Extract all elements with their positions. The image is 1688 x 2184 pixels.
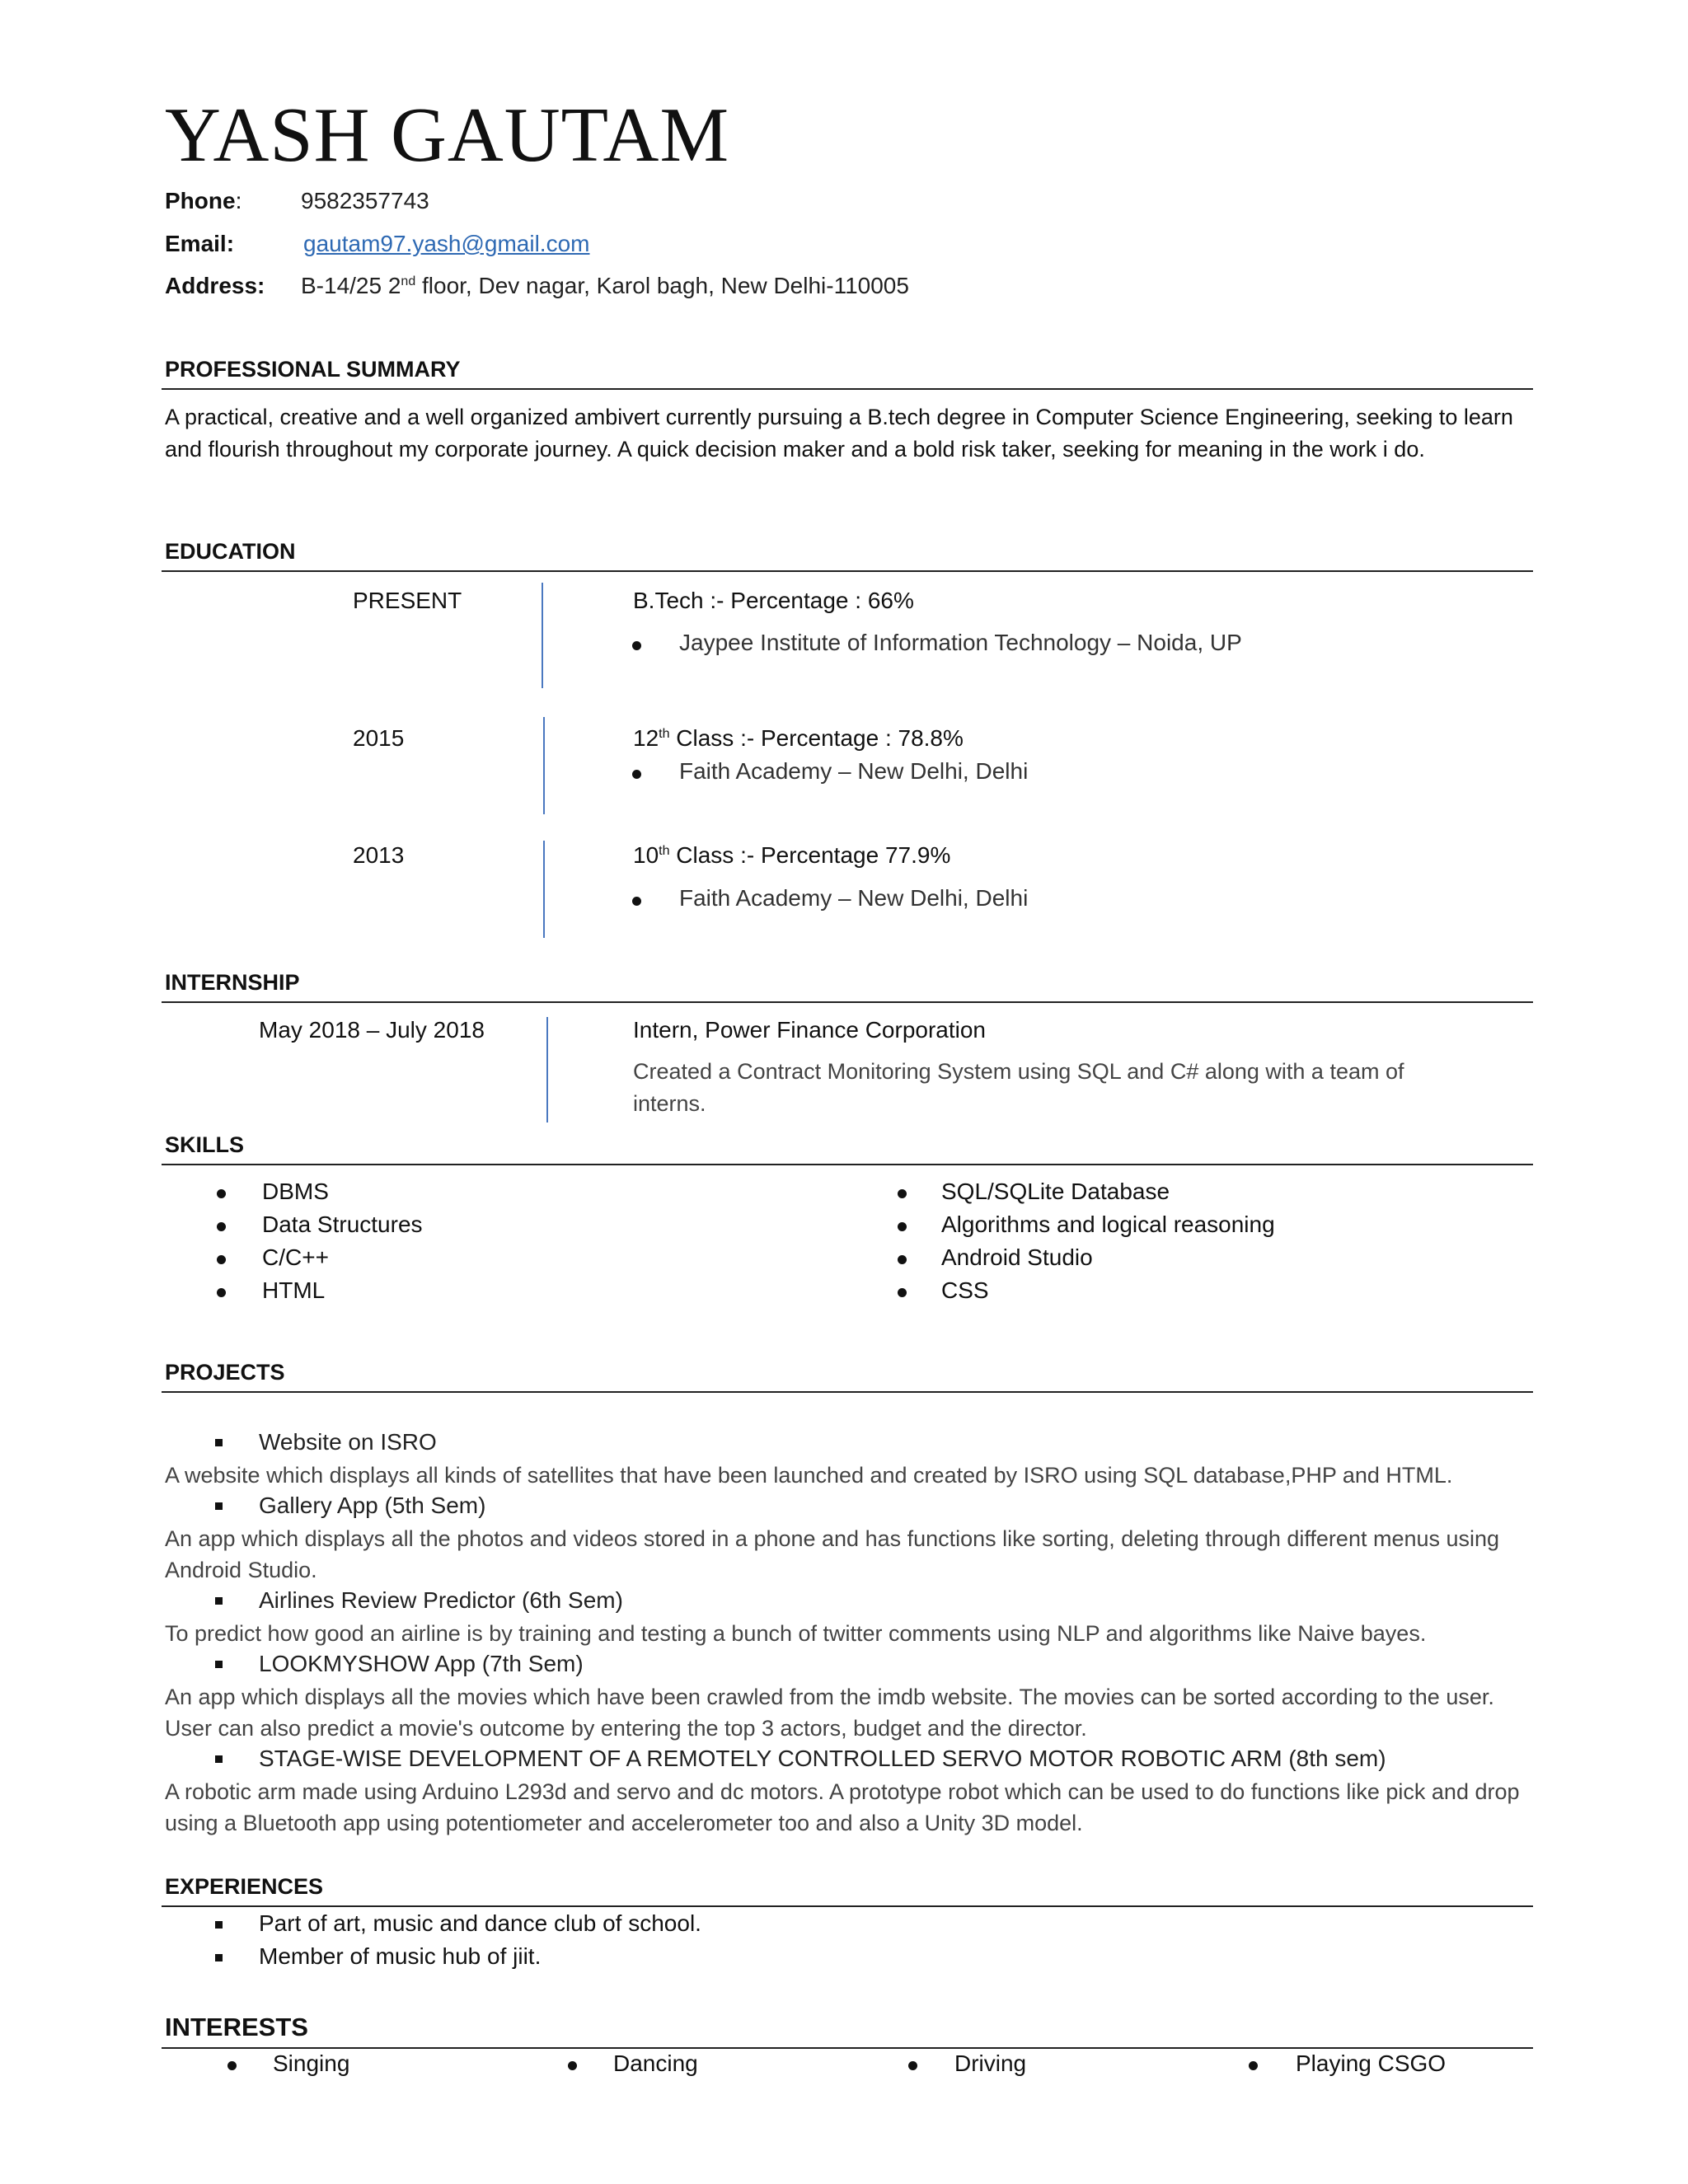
bullet-icon [227, 2061, 237, 2070]
summary-text: A practical, creative and a well organized ambivert currently pursuing a B.tech degree in Computer Science Engineering, seeking to learn and flourish throughout my corporate journey. A quick decision maker and a bold risk taker, seeking for meaning in the work i do. [165, 405, 1513, 462]
project-description: To predict how good an airline is by training and testing a bunch of twitter comments using NLP and algorithms like Naive bayes. [165, 1621, 1427, 1646]
project-title: STAGE-WISE DEVELOPMENT OF A REMOTELY CONTROLLED SERVO MOTOR ROBOTIC ARM (8th sem) [259, 1746, 1386, 1771]
square-bullet-icon [215, 1597, 223, 1605]
internship-divider [162, 1001, 1533, 1003]
project-title: Airlines Review Predictor (6th Sem) [259, 1587, 623, 1613]
bullet-icon [568, 2061, 577, 2070]
square-bullet-icon [215, 1755, 223, 1763]
interest-item: Dancing [613, 2050, 698, 2076]
square-bullet-icon [215, 1954, 223, 1961]
project-title: LOOKMYSHOW App (7th Sem) [259, 1651, 584, 1676]
project-description: A robotic arm made using Arduino L293d and servo and dc motors. A prototype robot which can be used to do functions like pick and drop using a Bluetooth app using potentiometer and accelerometer too and also a Unity 3D model. [165, 1779, 1520, 1835]
education-heading: EDUCATION [165, 539, 296, 564]
education-date: 2015 [353, 725, 405, 751]
phone-label: Phone: [165, 188, 242, 213]
skill-item: Algorithms and logical reasoning [941, 1212, 1275, 1237]
education-degree: 10th Class :- Percentage 77.9% [633, 842, 951, 868]
skill-item: DBMS [262, 1179, 329, 1204]
education-degree: 12th Class :- Percentage : 78.8% [633, 725, 964, 751]
bullet-icon [898, 1222, 907, 1231]
square-bullet-icon [215, 1502, 223, 1510]
square-bullet-icon [215, 1921, 223, 1929]
education-institution: Faith Academy – New Delhi, Delhi [679, 885, 1029, 911]
timeline-line [546, 1017, 548, 1122]
project-description: An app which displays all the photos and videos stored in a phone and has functions like sorting, deleting through different menus using Android Studio. [165, 1526, 1500, 1582]
square-bullet-icon [215, 1661, 223, 1668]
bullet-icon [898, 1189, 907, 1198]
summary-heading: PROFESSIONAL SUMMARY [165, 357, 461, 382]
education-institution: Faith Academy – New Delhi, Delhi [679, 758, 1029, 784]
project-title: Website on ISRO [259, 1429, 437, 1455]
experiences-divider [162, 1905, 1533, 1907]
internship-heading: INTERNSHIP [165, 970, 300, 995]
skill-item: Data Structures [262, 1212, 423, 1237]
interest-item: Singing [273, 2050, 350, 2076]
projects-heading: PROJECTS [165, 1360, 285, 1385]
bullet-icon [217, 1255, 226, 1264]
project-description: A website which displays all kinds of satellites that have been launched and created by ISRO using SQL database,PHP and HTML. [165, 1463, 1453, 1488]
education-institution: Jaypee Institute of Information Technology – Noida, UP [679, 630, 1242, 655]
education-degree: B.Tech :- Percentage : 66% [633, 588, 914, 613]
timeline-line [542, 583, 543, 688]
bullet-icon [632, 897, 641, 906]
interest-item: Driving [954, 2050, 1027, 2076]
education-divider [162, 570, 1533, 572]
skill-item: C/C++ [262, 1244, 329, 1270]
candidate-name: YASH GAUTAM [165, 92, 730, 178]
internship-description: Created a Contract Monitoring System using SQL and C# along with a team of interns. [633, 1059, 1404, 1116]
square-bullet-icon [215, 1439, 223, 1446]
projects-divider [162, 1391, 1533, 1393]
timeline-line [543, 717, 545, 814]
experience-item: Member of music hub of jiit. [259, 1943, 542, 1969]
summary-divider [162, 388, 1533, 390]
bullet-icon [632, 770, 641, 779]
bullet-icon [908, 2061, 917, 2070]
bullet-icon [217, 1189, 226, 1198]
address-label: Address: [165, 273, 265, 298]
education-date: PRESENT [353, 588, 462, 613]
email-link[interactable]: gautam97.yash@gmail.com [303, 231, 590, 256]
interests-heading: INTERESTS [165, 2013, 308, 2041]
timeline-line [543, 841, 545, 938]
bullet-icon [217, 1288, 226, 1297]
phone-value: 9582357743 [301, 188, 429, 213]
education-date: 2013 [353, 842, 405, 868]
email-label: Email: [165, 231, 235, 256]
bullet-icon [898, 1288, 907, 1297]
bullet-icon [217, 1222, 226, 1231]
experiences-heading: EXPERIENCES [165, 1874, 324, 1899]
skill-item: Android Studio [941, 1244, 1093, 1270]
experience-item: Part of art, music and dance club of school. [259, 1910, 701, 1936]
skills-heading: SKILLS [165, 1132, 245, 1157]
project-description: An app which displays all the movies which have been crawled from the imdb website. The movies can be sorted according to the user. User can also predict a movie's outcome by entering the top 3 actors, budget and the director. [165, 1685, 1494, 1741]
bullet-icon [632, 641, 641, 650]
skills-divider [162, 1164, 1533, 1165]
bullet-icon [898, 1255, 907, 1264]
address-value: B-14/25 2nd floor, Dev nagar, Karol bagh, New Delhi-110005 [301, 273, 909, 298]
internship-date: May 2018 – July 2018 [259, 1017, 485, 1043]
interests-divider [162, 2047, 1533, 2049]
bullet-icon [1249, 2061, 1258, 2070]
skill-item: CSS [941, 1277, 989, 1303]
skill-item: SQL/SQLite Database [941, 1179, 1170, 1204]
internship-role: Intern, Power Finance Corporation [633, 1017, 986, 1043]
skill-item: HTML [262, 1277, 326, 1303]
interest-item: Playing CSGO [1296, 2050, 1447, 2076]
project-title: Gallery App (5th Sem) [259, 1493, 486, 1518]
